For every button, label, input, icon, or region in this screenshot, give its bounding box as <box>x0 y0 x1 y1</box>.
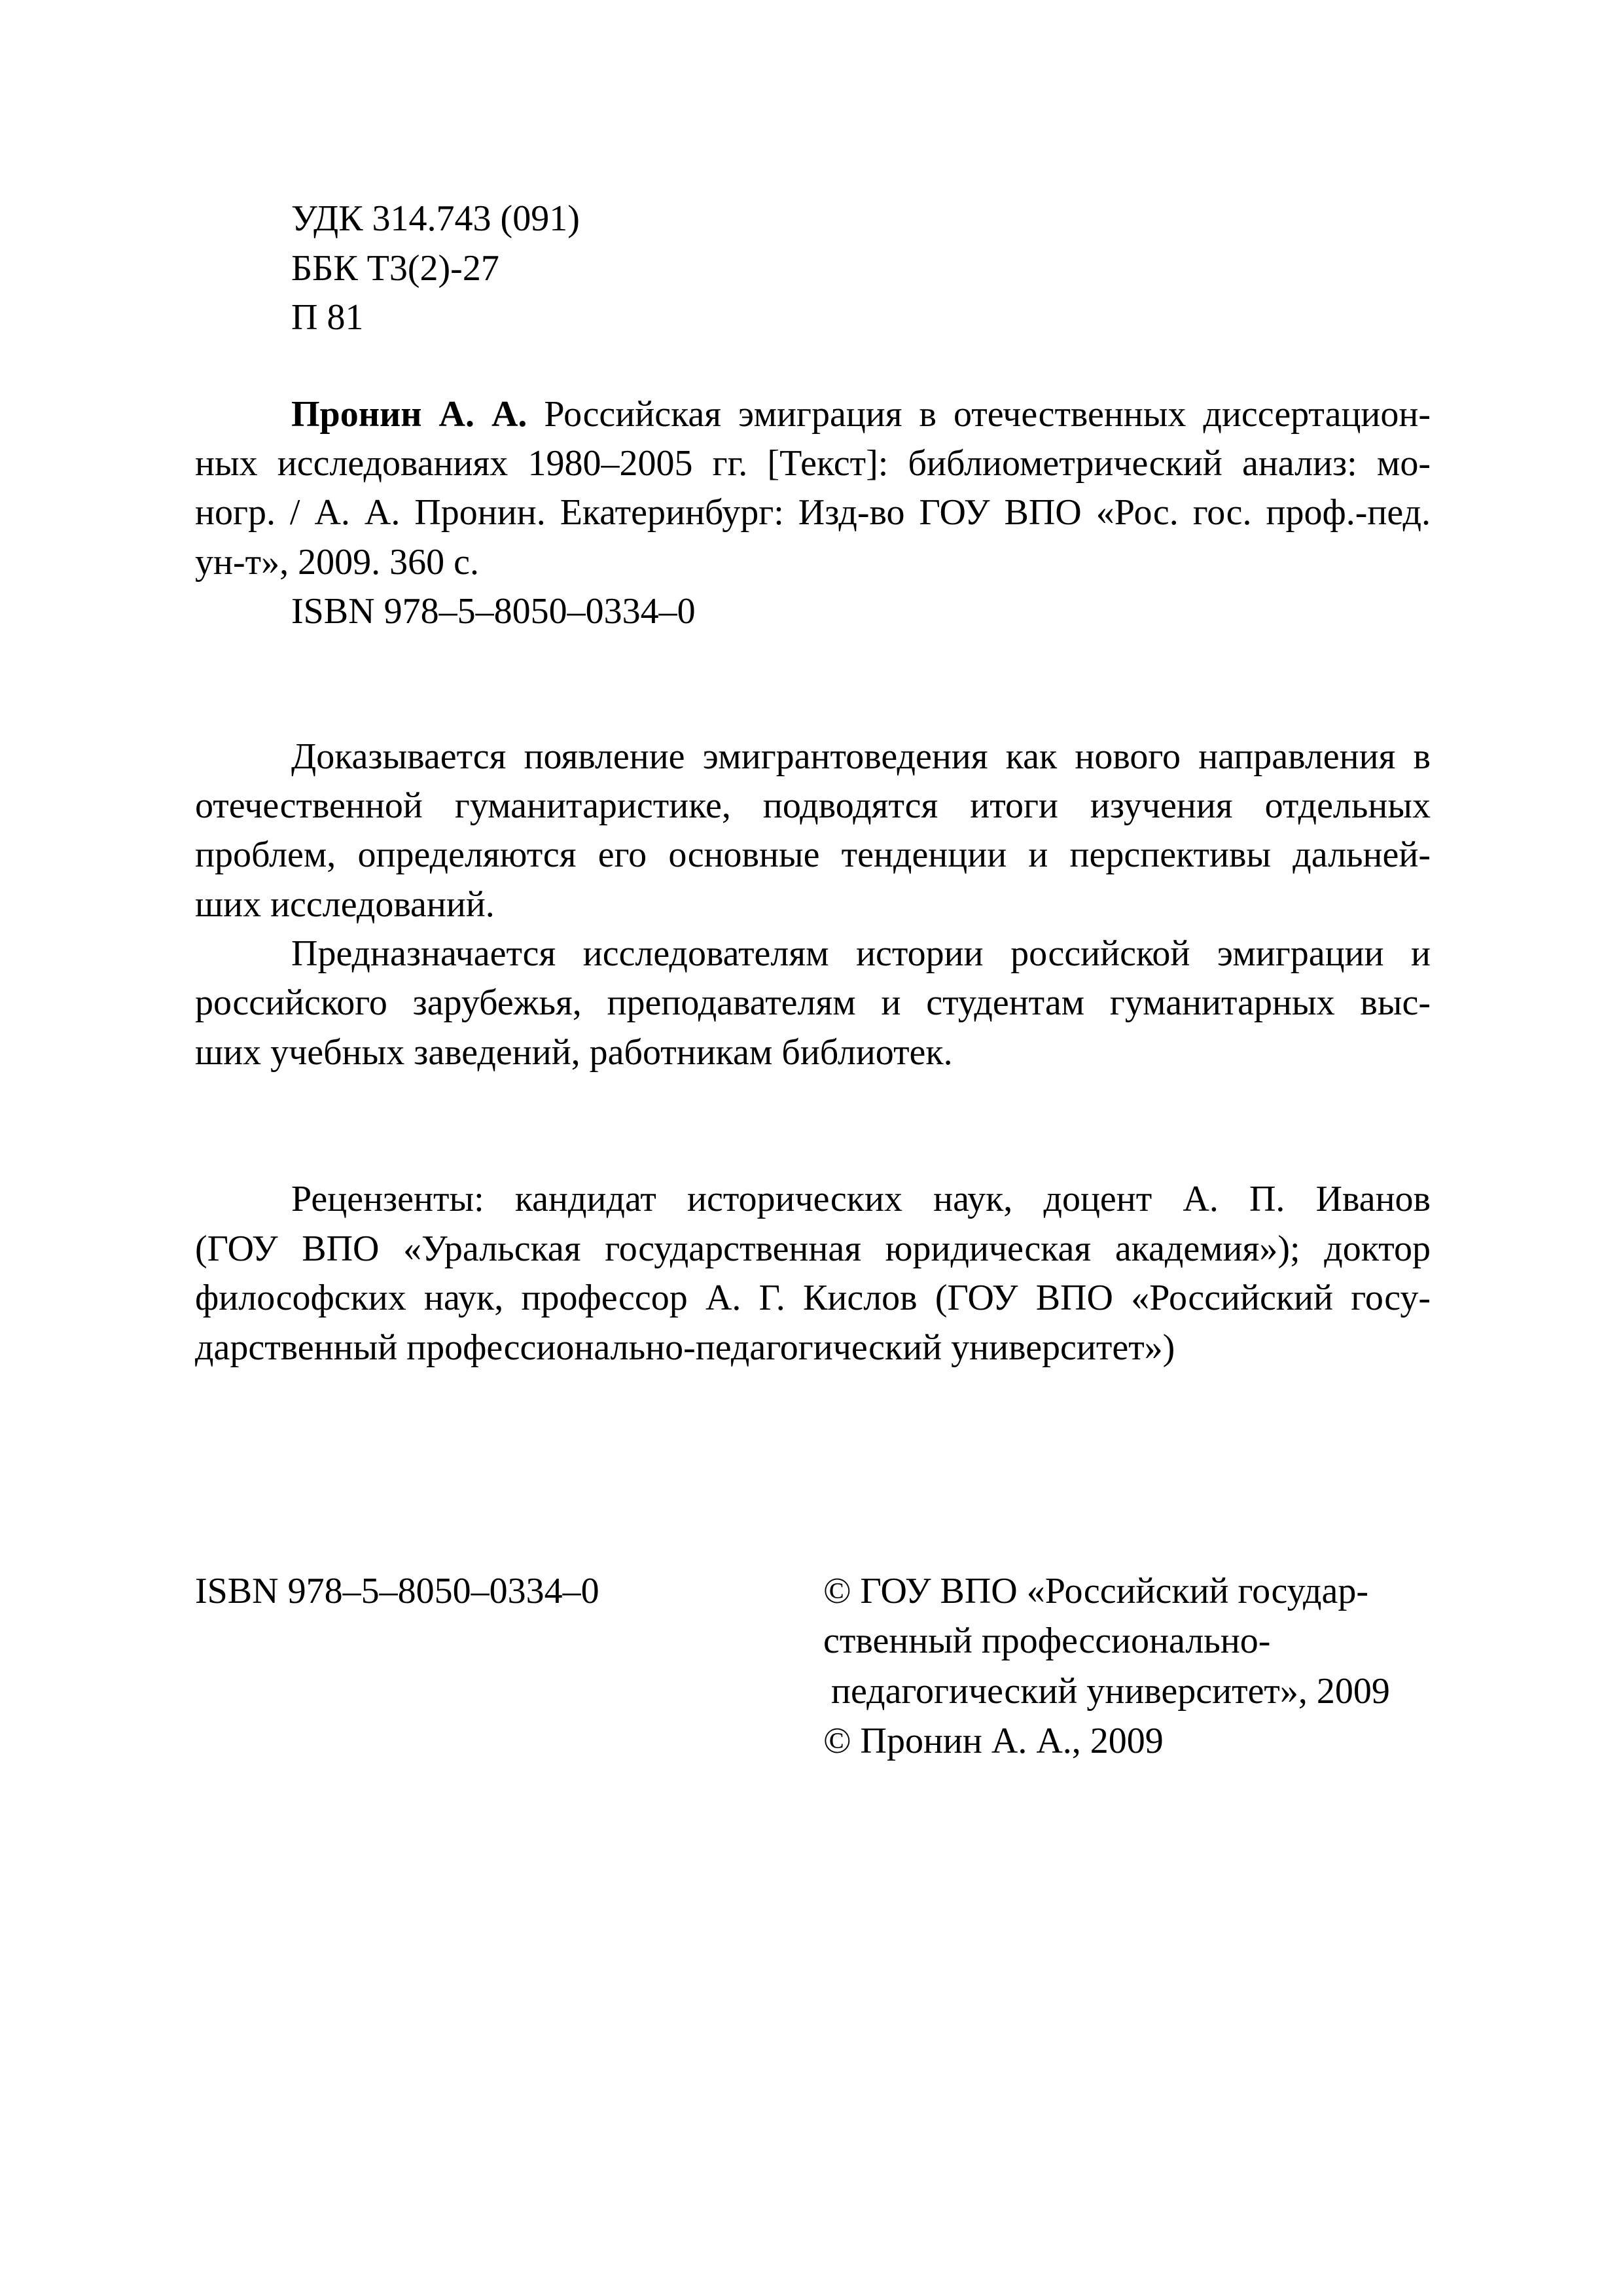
copyright-line-2: ственный профессионально- <box>823 1621 1271 1661</box>
copyright-line-4: © Пронин А. А., 2009 <box>823 1721 1164 1761</box>
bibliographic-line-4: ун-т», 2009. 360 с. <box>195 542 479 583</box>
bbk-index: ББК Т3(2)-27 <box>291 248 499 289</box>
author-mark: П 81 <box>291 297 364 338</box>
bibliographic-isbn: ISBN 978–5–8050–0334–0 <box>291 591 696 632</box>
reviewers-line-1: Рецензенты: кандидат исторических наук, доцент А. П. Иванов <box>291 1179 1431 1219</box>
annotation-p2-line-1: Предназначается исследователям истории российской эмиграции и <box>291 933 1431 974</box>
copyright-line-3: педагогический университет», 2009 <box>831 1671 1390 1712</box>
reviewers-line-4: дарственный профессионально-педагогический университет») <box>195 1327 1175 1368</box>
annotation-p1-line-4: ших исследований. <box>195 884 495 925</box>
udk-index: УДК 314.743 (091) <box>291 198 580 239</box>
annotation-p2-line-3: ших учебных заведений, работникам библиотек. <box>195 1032 953 1073</box>
annotation-p1-line-1: Доказывается появление эмигрантоведения как нового направления в <box>291 736 1431 777</box>
annotation-p1-line-3: проблем, определяются его основные тенденции и перспективы дальней- <box>195 834 1431 875</box>
bibliographic-line-3: ногр. / А. А. Пронин. Екатеринбург: Изд-во ГОУ ВПО «Рос. гос. проф.-пед. <box>195 492 1431 533</box>
reviewers-line-2: (ГОУ ВПО «Уральская государственная юридическая академия»); доктор <box>195 1229 1431 1269</box>
copyright-line-1: © ГОУ ВПО «Российский государ- <box>823 1571 1369 1611</box>
author-name: Пронин А. А. <box>291 394 527 435</box>
annotation-p2-line-2: российского зарубежья, преподавателям и студентам гуманитарных выс- <box>195 982 1431 1023</box>
bibliographic-line-1 <box>291 396 1431 433</box>
footer-isbn: ISBN 978–5–8050–0334–0 <box>195 1571 599 1611</box>
bibliographic-line-2: ных исследованиях 1980–2005 гг. [Текст]: библиометрический анализ: мо- <box>195 443 1431 484</box>
reviewers-line-3: философских наук, профессор А. Г. Кислов (ГОУ ВПО «Российский госу- <box>195 1278 1431 1318</box>
annotation-p1-line-2: отечественной гуманитаристике, подводятся итоги изучения отдельных <box>195 785 1431 826</box>
bibliographic-title: Российская эмиграция в отечественных диссертацион- <box>544 394 1431 435</box>
